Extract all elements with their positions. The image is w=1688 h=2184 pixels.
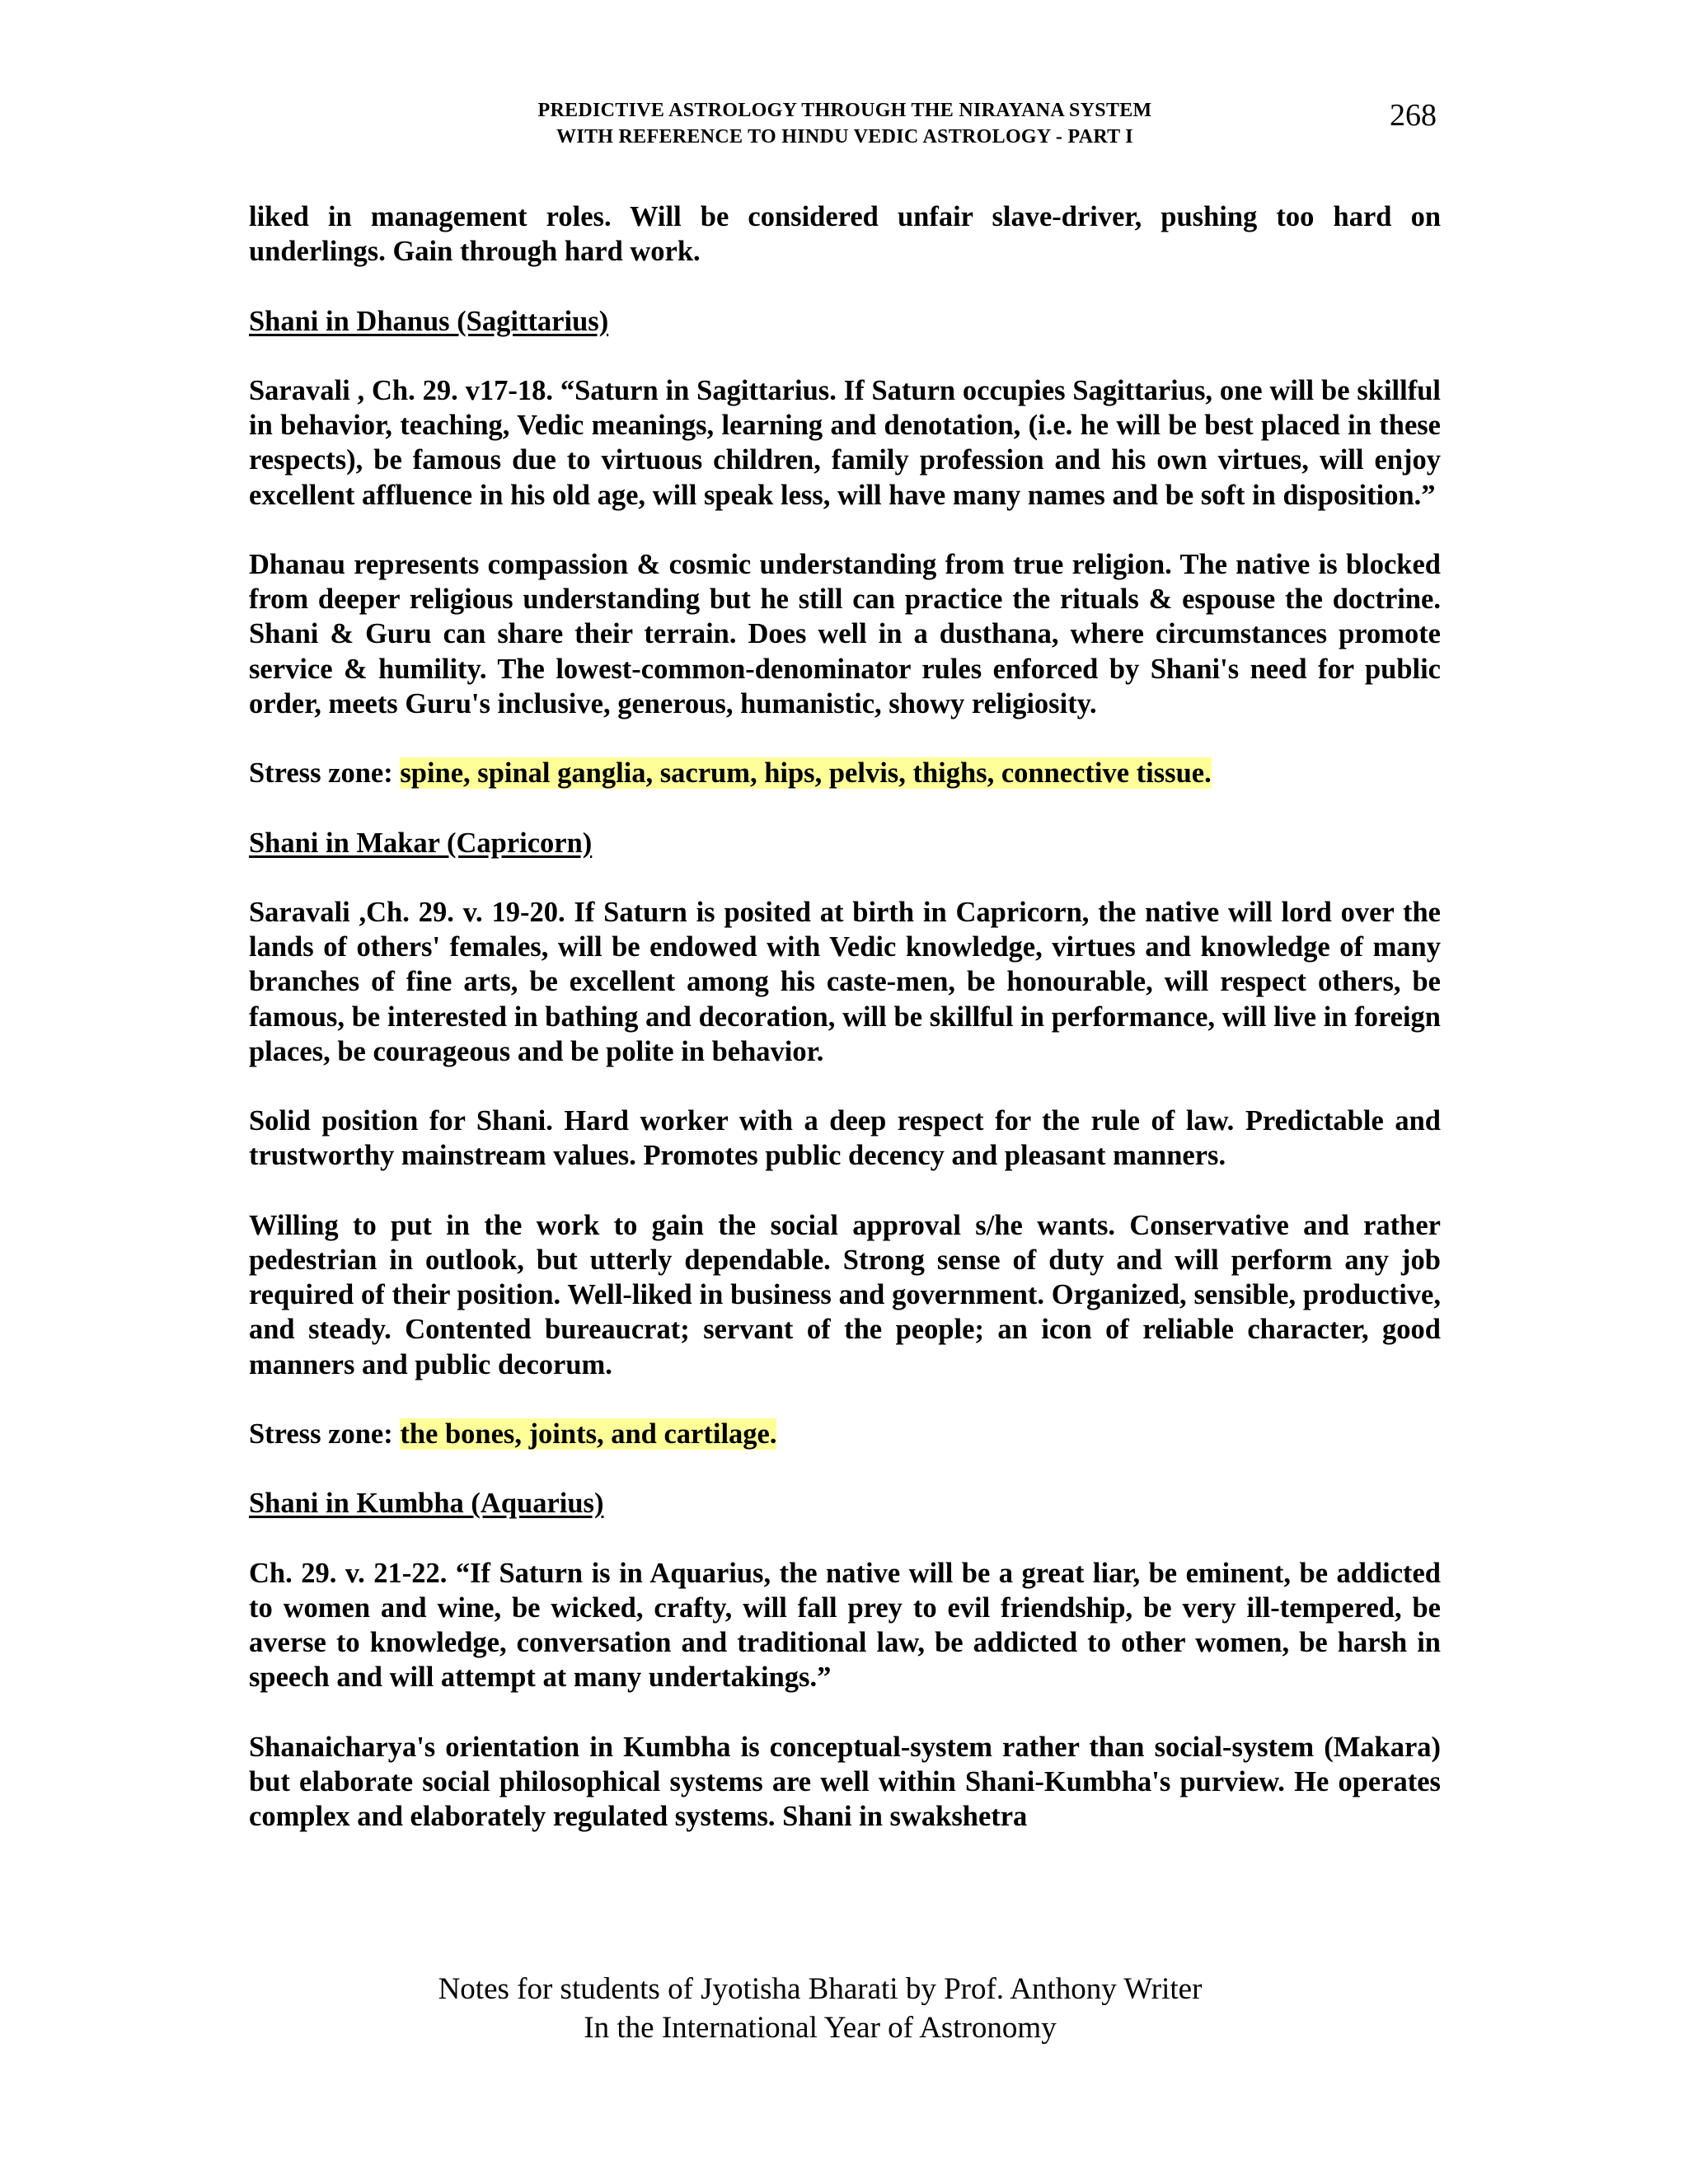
stress-zone-dhanus [249,756,1441,790]
stress-zone-makar [249,1417,1441,1451]
paragraph-willing: Willing to put in the work to gain the social approval s/he wants. Conservative and rather pedestrian in outlook, but utterly dependable. Strong sense of duty and will perform any job required of their position. Well-liked in business and government. Organized, sensible, productive, and steady. Contented bureaucrat; servant of the people; an icon of reliable character, good manners and public decorum. [249,1209,1441,1380]
page-footer [313,1970,1327,2047]
paragraph-saravali-sagittarius: Saravali , Ch. 29. v17-18. “Saturn in Sagittarius. If Saturn occupies Sagittarius, one will be skillful in behavior, teaching, Vedic meanings, learning and denotation, (i.e. he will be best placed in these respects), be famous due to virtuous children, family profession and his own virtues, will enjoy excellent affluence in his old age, will speak less, will have many names and be soft in disposition.” [249,374,1441,511]
stress-zone-label: Stress zone: [249,757,401,790]
stress-zone-highlight: spine, spinal ganglia, sacrum, hips, pelvis, thighs, connective tissue. [400,757,1212,790]
paragraph-saravali-capricorn: Saravali ,Ch. 29. v. 19-20. If Saturn is posited at birth in Capricorn, the native will lord over the lands of others' females, will be endowed with Vedic knowledge, virtues and knowledge of many branches of fine arts, be excellent among his caste-men, be honourable, will respect others, be famous, be interested in bathing and decoration, will be skillful in performance, will live in foreign places, be courageous and be polite in behavior. [249,896,1441,1067]
paragraph-shanaicharya: Shanaicharya's orientation in Kumbha is conceptual-system rather than social-system (Makara) but elaborate social philosophical systems are well within Shani-Kumbha's purview. He operates complex and elaborately regulated systems. Shani in swakshetra [249,1731,1441,1833]
footer-line-2: In the International Year of Astronomy [584,2011,1057,2045]
paragraph-continuation: liked in management roles. Will be considered unfair slave-driver, pushing too hard on underlings. Gain through hard work. [249,201,1441,268]
footer-line-1: Notes for students of Jyotisha Bharati by Prof. Anthony Writer [438,1972,1203,2006]
header-line-1: PREDICTIVE ASTROLOGY THROUGH THE NIRAYANA SYSTEM [537,100,1152,121]
body-text [249,199,1441,1869]
section-heading-dhanus: Shani in Dhanus (Sagittarius) [249,305,609,337]
header-line-2: WITH REFERENCE TO HINDU VEDIC ASTROLOGY - PART I [556,126,1133,148]
section-heading-kumbha: Shani in Kumbha (Aquarius) [249,1488,604,1520]
section-heading-makar: Shani in Makar (Capricorn) [249,827,593,859]
paragraph-dhanau: Dhanau represents compassion & cosmic understanding from true religion. The native is blocked from deeper religious understanding but he still can practice the rituals & espouse the doctrine. Shani & Guru can share their terrain. Does well in a dusthana, where circumstances promote service & humility. The lowest-common-denominator rules enforced by Shani's need for public order, meets Guru's inclusive, generous, humanistic, showy religiosity. [249,548,1441,719]
paragraph-saravali-aquarius: Ch. 29. v. 21-22. “If Saturn is in Aquarius, the native will be a great liar, be eminent, be addicted to women and wine, be wicked, crafty, will fall prey to evil friendship, be very ill-tempered, be averse to knowledge, conversation and traditional law, be addicted to other women, be harsh in speech and will attempt at many undertakings.” [249,1557,1441,1694]
stress-zone-label: Stress zone: [249,1418,401,1450]
paragraph-solid-position: Solid position for Shani. Hard worker with a deep respect for the rule of law. Predictable and trustworthy mainstream values. Promotes public decency and pleasant manners. [249,1105,1441,1172]
stress-zone-highlight: the bones, joints, and cartilage. [400,1418,777,1450]
running-header [247,97,1442,150]
page-number: 268 [1390,98,1437,133]
